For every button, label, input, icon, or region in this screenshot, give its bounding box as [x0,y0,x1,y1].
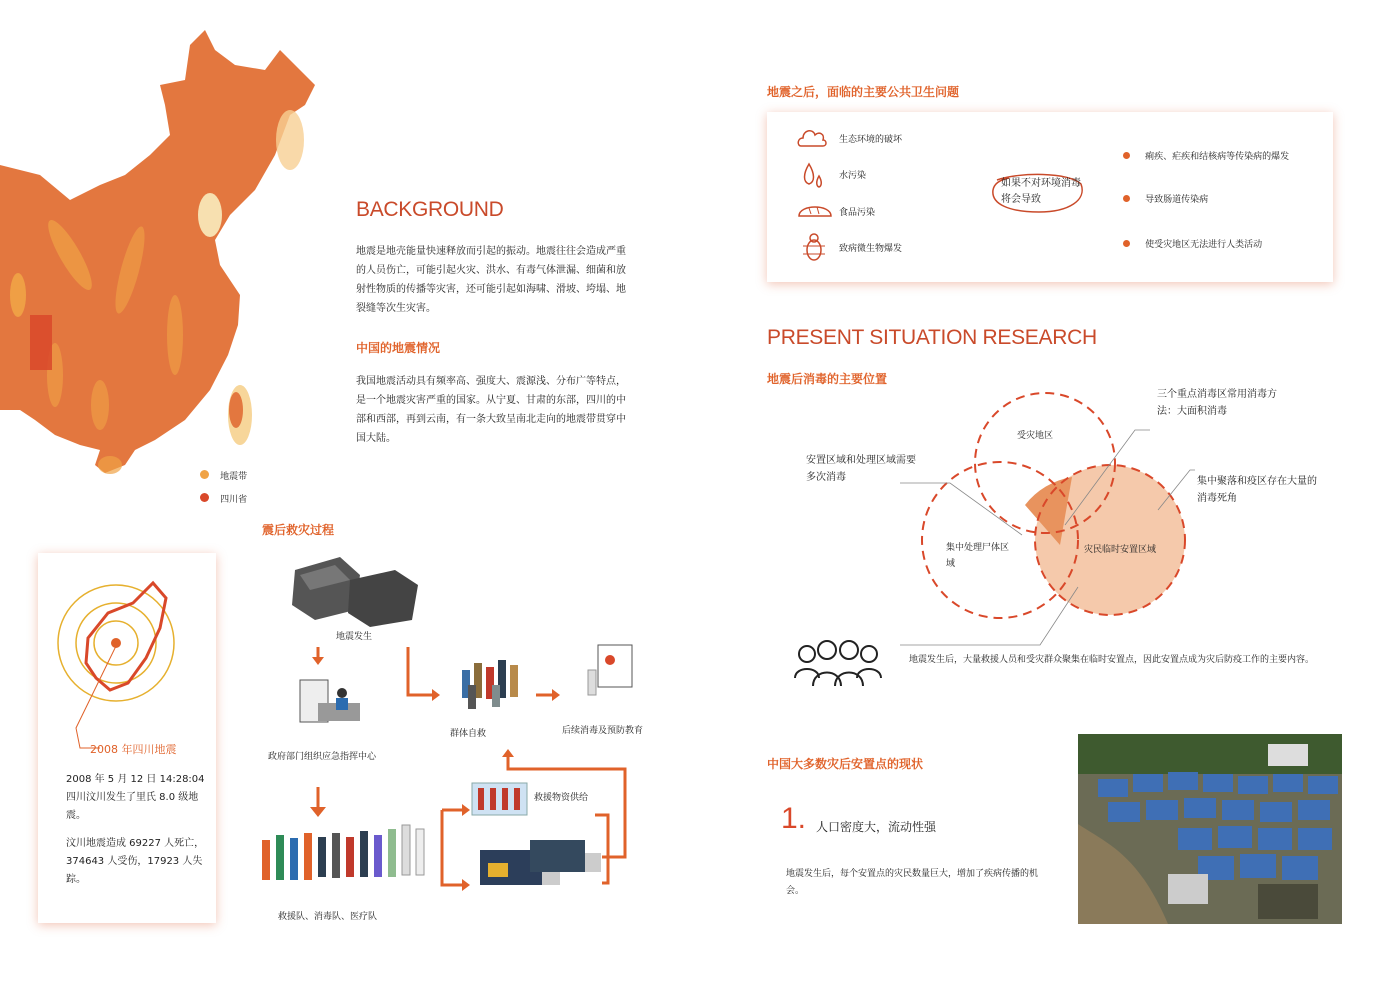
settlement-status-heading: 中国大多数灾后安置点的现状 [767,757,924,771]
cause-label: 致病微生物爆发 [839,244,903,254]
venn-label-right: 灾民临时安置区域 [1084,545,1157,555]
people-note: 地震发生后，大量救援人员和受灾群众聚集在临时安置点，因此安置点成为灾后防疫工作的主要内容。 [909,655,1315,665]
effect-item: 痢疾、疟疾和结核病等传染病的爆发 [1123,144,1289,163]
bullet-icon [1123,240,1130,247]
education-board-icon [588,645,632,695]
step-followup-label: 后续消毒及预防教育 [562,726,644,736]
venn-callout-right: 集中聚落和疫区存在大量的消毒死角 [1197,476,1317,504]
legend-item-belt: 地震带 [200,464,247,483]
point-number: 1. [781,802,807,835]
people-group-icon [793,634,883,694]
point-title: 人口密度大，流动性强 [816,820,937,834]
step-quake-label: 地震发生 [336,632,373,642]
bug-icon [801,232,827,262]
step-teams-label: 救援队、消毒队、医疗队 [278,912,378,922]
sichuan-province-mark [30,315,52,370]
step-supplies-label: 救援物资供给 [534,793,589,803]
step-self-rescue-label: 群体自救 [450,729,487,739]
rescue-process-heading: 震后救灾过程 [262,523,335,537]
point-text: 地震发生后，每个安置点的灾民数量巨大，增加了疾病传播的机会。 [786,869,1039,896]
china-map-shape [0,30,315,473]
step-gov-label: 政府部门组织应急指挥中心 [268,752,377,762]
collapsed-buildings-icon [292,557,418,627]
middle-consequence-text: 如果不对环境消毒将会导致 [1001,178,1081,205]
china-earthquake-map [0,25,330,485]
effect-item: 导致肠道传染病 [1123,187,1208,206]
legend-dot-icon [200,470,209,479]
cause-label: 水污染 [839,171,867,181]
venn-callout-top: 三个重点消毒区常用消毒方法：大面积消毒 [1157,389,1277,417]
disinfection-locations-heading: 地震后消毒的主要位置 [767,372,888,386]
medical-supplies-icon [472,783,527,815]
sichuan-earthquake-card [38,553,216,923]
venn-label-left: 集中处理尸体区域 [946,543,1010,569]
sichuan-card-title: 2008 年四川地震 [90,743,177,756]
china-earthquake-heading: 中国的地震情况 [356,341,441,355]
crowd-self-rescue-icon [462,660,518,709]
effect-item: 使受灾地区无法进行人类活动 [1123,232,1262,251]
background-paragraph: 地震是地壳能量快速释放而引起的振动。地震往往会造成严重的人员伤亡，可能引起火灾、洪水、有毒气体泄漏、细菌和放射性物质的传播等灾害，还可能引起如海啸、滑坡、垮塌、地裂缝等次生灾害。 [356,246,626,314]
supply-trucks-icon [480,840,601,885]
background-title: BACKGROUND [356,198,504,221]
sichuan-card-para1: 2008 年 5 月 12 日 14:28:04 四川汶川发生了里氏 8.0 级地震。 [66,774,205,821]
venn-label-top: 受灾地区 [1017,431,1054,441]
epicenter-rings-icon [48,568,208,758]
bullet-icon [1123,152,1130,159]
command-center-icon [300,680,360,722]
cause-label: 食品污染 [839,208,876,218]
china-earthquake-paragraph: 我国地震活动具有频率高、强度大、震源浅、分布广等特点，是一个地震灾害严重的国家。从宁夏、甘肃的东部，四川的中部和西部，再到云南，有一条大致呈南北走向的地震带贯穿中国大陆。 [356,376,626,444]
sichuan-card-para2: 汶川地震造成 69227 人死亡，374643 人受伤，17923 人失踪。 [66,838,205,885]
health-problems-card [767,112,1333,282]
water-drop-icon [801,162,825,188]
present-situation-title: PRESENT SITUATION RESEARCH [767,326,1097,349]
health-problems-heading: 地震之后，面临的主要公共卫生问题 [767,85,960,99]
bullet-icon [1123,195,1130,202]
bread-icon [797,200,831,220]
venn-callout-left: 安置区域和处理区域需要多次消毒 [806,455,916,483]
legend-item-sichuan: 四川省 [200,487,247,506]
tent-camp-photo [1078,734,1342,924]
cause-label: 生态环境的破坏 [839,135,903,145]
legend-dot-icon [200,493,209,502]
disinfection-venn-diagram [900,385,1250,650]
cloud-icon [797,126,821,150]
rescue-teams-icon [262,825,424,880]
